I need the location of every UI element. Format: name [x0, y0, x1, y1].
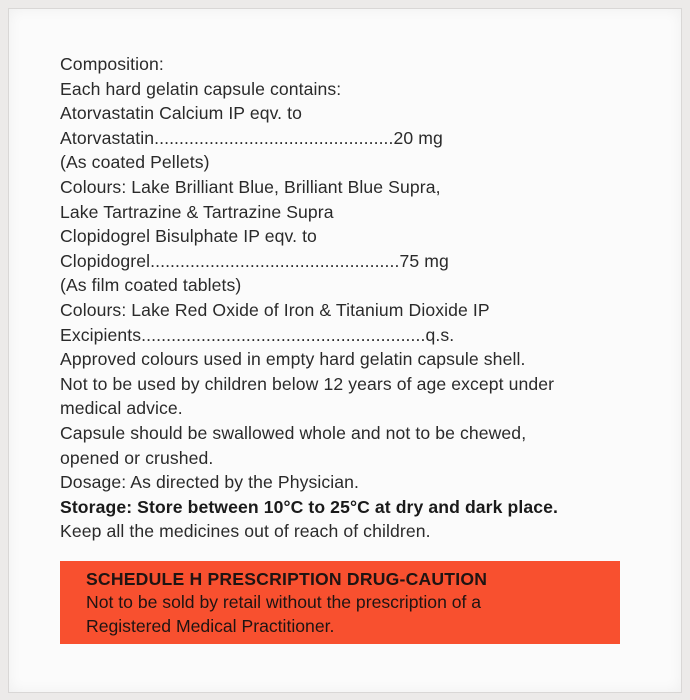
excipients-line: Excipients.........................................................q.s. — [60, 324, 455, 345]
schedule-h-caution-box — [60, 561, 620, 644]
film-coated-tablets-line: (As film coated tablets) — [60, 275, 242, 296]
composition-text — [60, 52, 660, 544]
approved-colours-line: Approved colours used in empty hard gelatin capsule shell. — [60, 349, 526, 370]
medical-advice-line: medical advice. — [60, 398, 183, 419]
caution-heading: SCHEDULE H PRESCRIPTION DRUG-CAUTION — [86, 569, 488, 589]
storage-line: Storage: Store between 10°C to 25°C at dry and dark place. — [60, 496, 558, 517]
opened-crushed-line: opened or crushed. — [60, 447, 214, 468]
children-warning-line: Not to be used by children below 12 years of age except under — [60, 373, 555, 394]
colours-blue-line: Colours: Lake Brilliant Blue, Brilliant Blue Supra, — [60, 176, 441, 197]
composition-heading: Composition: — [60, 54, 164, 74]
capsule-contains-line: Each hard gelatin capsule contains: — [60, 78, 342, 99]
clopidogrel-dose-line: Clopidogrel..................................................75 mg — [60, 250, 449, 271]
atorvastatin-calcium-line: Atorvastatin Calcium IP eqv. to — [60, 103, 303, 124]
swallow-whole-line: Capsule should be swallowed whole and not to be chewed, — [60, 422, 527, 443]
clopidogrel-bisulphate-line: Clopidogrel Bisulphate IP eqv. to — [60, 226, 317, 247]
keep-away-line: Keep all the medicines out of reach of children. — [60, 521, 431, 542]
colours-tartrazine-line: Lake Tartrazine & Tartrazine Supra — [60, 201, 334, 222]
caution-line-1: Not to be sold by retail without the prescription of a — [86, 592, 482, 612]
coated-pellets-line: (As coated Pellets) — [60, 152, 210, 173]
dosage-line: Dosage: As directed by the Physician. — [60, 472, 360, 493]
colours-red-oxide-line: Colours: Lake Red Oxide of Iron & Titanium Dioxide IP — [60, 299, 490, 320]
caution-line-2: Registered Medical Practitioner. — [86, 616, 335, 636]
atorvastatin-dose-line: Atorvastatin................................................20 mg — [60, 127, 443, 148]
